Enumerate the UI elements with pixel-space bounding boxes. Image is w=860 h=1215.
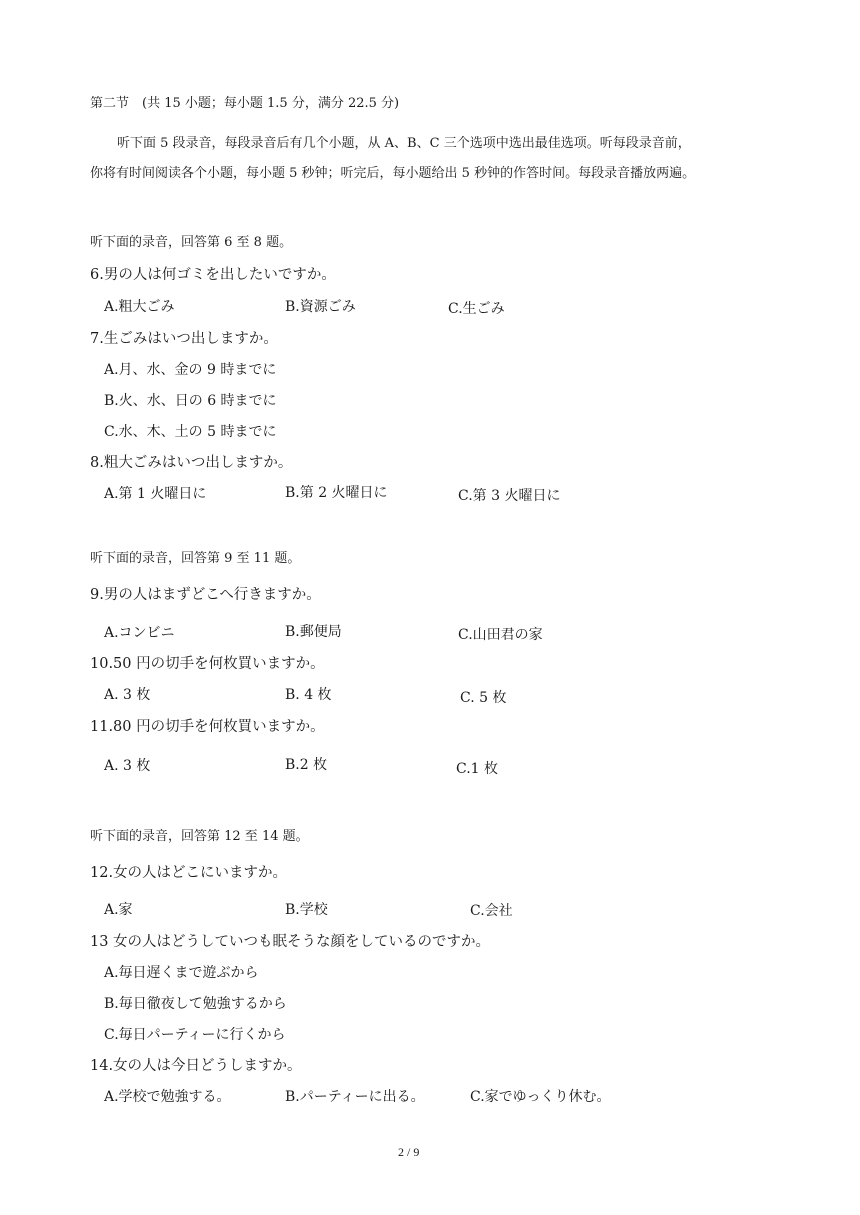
question-6-option-c: C.生ごみ — [448, 301, 505, 317]
section-intro-line-1: 听下面 5 段录音，每段录音后有几个小题，从 A、B、C 三个选项中选出最佳选项。听每段录音前， — [117, 136, 691, 151]
question-12-option-c: C.会社 — [470, 903, 513, 919]
question-14-option-b: B.パーティーに出る。 — [285, 1089, 425, 1105]
question-11-stem: 11.80 円の切手を何枚買いますか。 — [90, 719, 325, 735]
group-1-instruction: 听下面的录音，回答第 6 至 8 题。 — [90, 235, 293, 250]
question-14-option-c: C.家でゆっくり休む。 — [470, 1089, 611, 1105]
question-8-option-b: B.第 2 火曜日に — [285, 485, 388, 501]
question-14-stem: 14.女の人は今日どうしますか。 — [90, 1058, 302, 1074]
question-8-stem: 8.粗大ごみはいつ出しますか。 — [90, 455, 293, 471]
question-14-option-a: A.学校で勉強する。 — [104, 1089, 231, 1105]
group-3-instruction: 听下面的录音，回答第 12 至 14 题。 — [90, 829, 309, 844]
question-8-option-a: A.第 1 火曜日に — [104, 486, 207, 502]
question-9-option-c: C.山田君の家 — [458, 627, 543, 643]
question-11-option-a: A. 3 枚 — [104, 758, 151, 774]
question-12-option-a: A.家 — [104, 902, 133, 918]
question-8-option-c: C.第 3 火曜日に — [458, 488, 561, 504]
question-13-stem: 13 女の人はどうしていつも眠そうな顔をしているのですか。 — [90, 934, 491, 950]
section-heading: 第二节 (共 15 小题；每小题 1.5 分，满分 22.5 分) — [90, 96, 400, 111]
question-10-option-b: B. 4 枚 — [285, 687, 332, 703]
question-12-stem: 12.女の人はどこにいますか。 — [90, 865, 288, 881]
question-13-option-a: A.毎日遅くまで遊ぶから — [104, 965, 259, 981]
group-2-instruction: 听下面的录音，回答第 9 至 11 题。 — [90, 551, 301, 566]
question-13-option-c: C.毎日パーティーに行くから — [104, 1027, 286, 1043]
question-11-option-c: C.1 枚 — [456, 761, 499, 777]
page-number: 2 / 9 — [398, 1145, 420, 1159]
question-9-stem: 9.男の人はまずどこへ行きますか。 — [90, 587, 321, 603]
question-11-option-b: B.2 枚 — [285, 757, 328, 773]
question-12-option-b: B.学校 — [285, 902, 328, 918]
question-7-option-a: A.月、水、金の 9 時までに — [104, 362, 277, 378]
question-7-stem: 7.生ごみはいつ出しますか。 — [90, 331, 278, 347]
question-6-option-b: B.資源ごみ — [285, 299, 356, 315]
section-intro-line-2: 你将有时间阅读各个小题，每小题 5 秒钟；听完后，每小题给出 5 秒钟的作答时间。每段录音播放两遍。 — [90, 166, 696, 181]
question-10-option-c: C. 5 枚 — [460, 690, 507, 706]
question-7-option-c: C.水、木、土の 5 時までに — [104, 424, 277, 440]
question-6-stem: 6.男の人は何ゴミを出したいですか。 — [90, 267, 336, 283]
question-10-option-a: A. 3 枚 — [104, 687, 151, 703]
question-6-option-a: A.粗大ごみ — [104, 299, 175, 315]
question-9-option-a: A.コンビニ — [104, 625, 175, 641]
question-10-stem: 10.50 円の切手を何枚買いますか。 — [90, 656, 325, 672]
question-7-option-b: B.火、水、日の 6 時までに — [104, 393, 277, 409]
question-9-option-b: B.郵便局 — [285, 624, 342, 640]
question-13-option-b: B.毎日徹夜して勉強するから — [104, 996, 287, 1012]
